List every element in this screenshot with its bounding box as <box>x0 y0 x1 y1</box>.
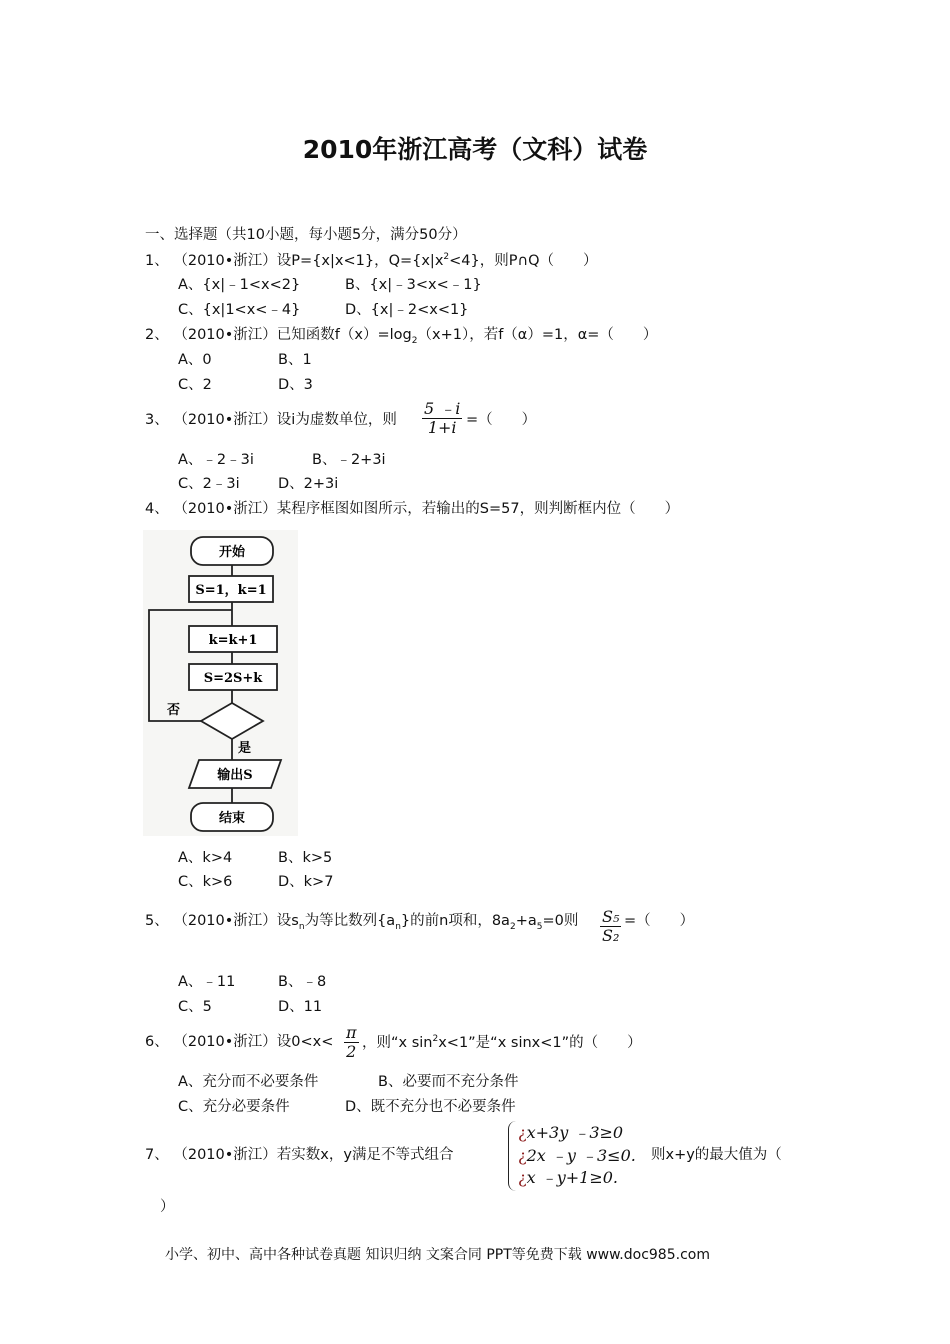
option-a: A、k>4 <box>178 850 233 866</box>
option-c: C、2﹣3i <box>178 476 240 492</box>
flowchart <box>143 530 298 836</box>
inv-mark: ¿ <box>518 1145 527 1165</box>
q-num: 1、 <box>145 252 169 269</box>
q-text: （2010•浙江）若实数x，y满足不等式组合 <box>173 1147 454 1163</box>
fraction <box>344 1024 359 1062</box>
q-text: =（ ） <box>466 412 537 428</box>
option-c: C、{x|1<x<﹣4} <box>178 302 301 318</box>
numerator: S₅ <box>602 907 620 926</box>
option-b: B、必要而不充分条件 <box>378 1074 519 1090</box>
q-text: +a <box>515 913 537 929</box>
option-a: A、﹣2﹣3i <box>178 452 254 468</box>
q-sup: 2 <box>443 252 450 262</box>
option-b: B、k>5 <box>278 850 333 866</box>
q-text: =0则 <box>542 913 579 929</box>
option-b: B、﹣2+3i <box>312 452 386 468</box>
question-3 <box>145 413 397 428</box>
flow-step1-label: k=k+1 <box>208 633 258 648</box>
option-b: B、1 <box>278 352 312 368</box>
section-heading: 一、选择题（共10小题，每小题5分，满分50分） <box>145 227 467 243</box>
q-sub: 2 <box>411 335 418 346</box>
option-c: C、2 <box>178 377 212 393</box>
inequality-2 <box>518 1145 636 1168</box>
option-b: B、{x|﹣3<x<﹣1} <box>345 277 482 293</box>
q-text: ） <box>160 1199 175 1215</box>
option-c: C、k>6 <box>178 874 233 890</box>
q-num: 3、 <box>145 412 169 428</box>
q-num: 4、 <box>145 501 169 517</box>
option-b: B、﹣8 <box>278 974 327 990</box>
option-d: D、k>7 <box>278 874 334 890</box>
q-text: （2010•浙江）设s <box>173 913 299 929</box>
option-d: D、{x|﹣2<x<1} <box>345 302 469 318</box>
q-text: （x+1），若f（α）=1，α=（ ） <box>417 327 658 343</box>
q-text: （2010•浙江）设P={x|x<1}，Q={x|x <box>173 252 444 269</box>
question-7 <box>145 1148 453 1163</box>
ineq-text: x+3y ﹣3≥0 <box>526 1123 624 1142</box>
numerator: 5 ﹣i <box>424 399 461 418</box>
q-text: x<1”是“x sinx<1”的（ ） <box>438 1034 642 1051</box>
q-num: 6、 <box>145 1034 169 1050</box>
q-text: （2010•浙江）已知函数f（x）=log <box>173 327 412 343</box>
option-a: A、0 <box>178 352 212 368</box>
q-text <box>362 1035 642 1050</box>
option-a: A、充分而不必要条件 <box>178 1074 319 1090</box>
system-brace <box>508 1121 517 1191</box>
flow-step2-label: S=2S+k <box>203 671 263 686</box>
q-text: （2010•浙江）设0<x< <box>173 1034 334 1050</box>
q-text: }的前n项和，8a <box>400 913 510 929</box>
option-d: D、11 <box>278 999 323 1015</box>
q-sub: n <box>395 921 401 932</box>
option-c: C、5 <box>178 999 212 1015</box>
option-d: D、3 <box>278 377 313 393</box>
q-text: ，则“x sin <box>362 1034 433 1051</box>
fraction <box>422 400 462 438</box>
denominator: 2 <box>346 1042 357 1062</box>
footer-ad: 小学、初中、高中各种试卷真题 知识归纳 文案合同 PPT等免费下载 www.doc985.com <box>165 1247 710 1263</box>
question-6 <box>145 1035 333 1050</box>
q-text: =（ ） <box>624 913 695 929</box>
inequality-system <box>518 1122 636 1190</box>
option-d: D、既不充分也不必要条件 <box>345 1099 516 1115</box>
q-num: 7、 <box>145 1147 169 1163</box>
flow-end-label: 结束 <box>218 811 246 826</box>
q-text: （2010•浙江）设i为虚数单位，则 <box>173 412 397 428</box>
question-2 <box>145 328 657 346</box>
q-sub: 5 <box>536 921 543 932</box>
flow-start-label: 开始 <box>218 545 246 560</box>
q-sub: n <box>298 921 305 932</box>
question-5 <box>145 914 578 932</box>
q-num: 2、 <box>145 327 169 343</box>
flow-no-label: 否 <box>167 703 181 718</box>
fraction <box>600 908 621 946</box>
flow-output-label: 输出S <box>217 768 253 783</box>
option-d: D、2+3i <box>278 476 339 492</box>
option-a: A、{x|﹣1<x<2} <box>178 277 301 293</box>
flow-yes-label: 是 <box>238 741 252 756</box>
option-a: A、﹣11 <box>178 974 236 990</box>
denominator: 1+i <box>427 418 457 438</box>
inequality-1 <box>518 1122 636 1145</box>
page-title: 2010年浙江高考（文科）试卷 <box>302 135 648 164</box>
question-4 <box>145 502 679 517</box>
numerator: π <box>346 1023 357 1042</box>
option-c: C、充分必要条件 <box>178 1099 290 1115</box>
ineq-text: x ﹣y+1≥0. <box>526 1168 618 1187</box>
q-text: 则x+y的最大值为（ <box>651 1147 782 1163</box>
inequality-3 <box>518 1167 636 1190</box>
flow-init-label: S=1，k=1 <box>195 583 267 598</box>
inv-mark: ¿ <box>518 1123 527 1142</box>
q-text: <4}，则P∩Q（ ） <box>449 252 598 269</box>
q-text: 为等比数列{a <box>304 913 396 929</box>
ineq-text: 2x ﹣y ﹣3≤0. <box>526 1145 636 1165</box>
question-1 <box>145 253 598 268</box>
q-sup: 2 <box>432 1034 439 1044</box>
q-num: 5、 <box>145 913 169 929</box>
inv-mark: ¿ <box>518 1168 527 1187</box>
q-sub: 2 <box>509 921 516 932</box>
denominator: S₂ <box>602 926 620 946</box>
q-text: （2010•浙江）某程序框图如图所示，若输出的S=57，则判断框内位（ ） <box>173 501 680 517</box>
